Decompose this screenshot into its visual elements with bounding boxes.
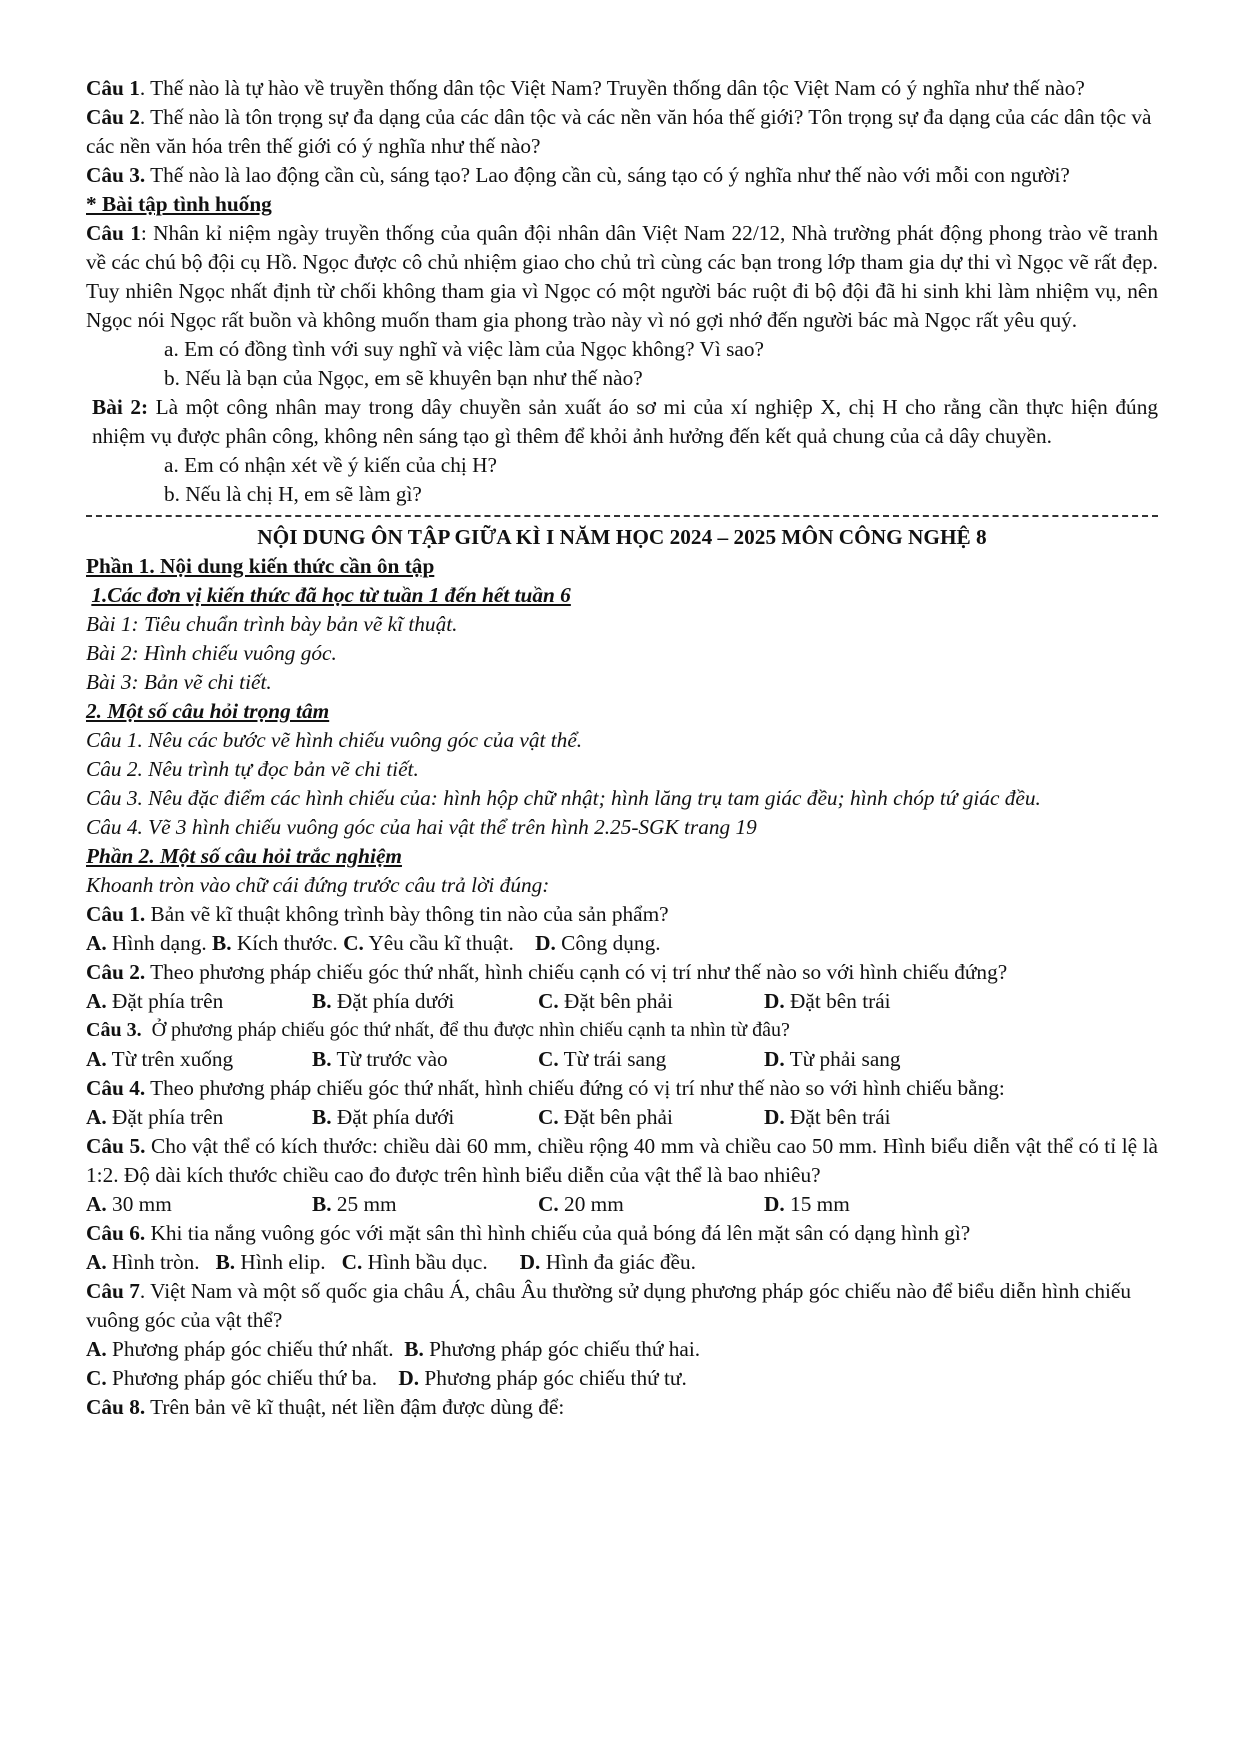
question-label: Câu 1 xyxy=(86,76,140,100)
part1-subheading-2: 2. Một số câu hỏi trọng tâm xyxy=(86,699,330,723)
situation-1-part-a: a. Em có đồng tình với suy nghĩ và việc làm của Ngọc không? Vì sao? xyxy=(164,337,764,361)
key-question: Câu 2. Nêu trình tự đọc bản vẽ chi tiết. xyxy=(86,757,419,781)
dashed-divider xyxy=(86,515,1158,517)
option-a: A. Đặt phía trên xyxy=(86,989,224,1013)
question-label: Bài 2: xyxy=(92,395,149,419)
option-c: C. Đặt bên phải xyxy=(538,989,673,1013)
option-b: B. Đặt phía dưới xyxy=(312,1105,455,1129)
lesson-item: Bài 1: Tiêu chuẩn trình bày bản vẽ kĩ thuật. xyxy=(86,612,458,636)
situation-question-2 xyxy=(86,393,1158,451)
question-label: Câu 2 xyxy=(86,105,140,129)
mcq-options-5 xyxy=(86,1190,1158,1219)
review-question-1 xyxy=(86,74,1158,103)
option-b: B. Từ trước vào xyxy=(312,1047,448,1071)
situation-question-1 xyxy=(86,219,1158,335)
question-text: . Thế nào là tự hào về truyền thống dân tộc Việt Nam? Truyền thống dân tộc Việt Nam có ý nghĩa như thế nào? xyxy=(139,76,1085,100)
question-text: Thế nào là lao động cần cù, sáng tạo? Lao động cần cù, sáng tạo có ý nghĩa như thế nào với mỗi con người? xyxy=(145,163,1070,187)
key-question: Câu 1. Nêu các bước vẽ hình chiếu vuông góc của vật thể. xyxy=(86,728,583,752)
option-d: D. Đặt bên trái xyxy=(764,1105,891,1129)
lesson-item: Bài 3: Bản vẽ chi tiết. xyxy=(86,670,272,694)
situations-heading: * Bài tập tình huống xyxy=(86,192,272,216)
option-a: A. 30 mm xyxy=(86,1192,172,1216)
mcq-question-7: Câu 7. Việt Nam và một số quốc gia châu Á, châu Âu thường sử dụng phương pháp góc chiếu nào để biểu diễn hình chiếu vuông góc của vật thể? xyxy=(86,1279,1132,1332)
mcq-options-1: A. Hình dạng. B. Kích thước. C. Yêu cầu kĩ thuật. D. Công dụng. xyxy=(86,931,661,955)
mcq-question-6: Câu 6. Khi tia nắng vuông góc với mặt sân thì hình chiếu của quả bóng đá lên mặt sân có dạng hình gì? xyxy=(86,1221,971,1245)
option-c: C. Đặt bên phải xyxy=(538,1105,673,1129)
mcq-options-6: A. Hình tròn. B. Hình elip. C. Hình bầu dục. D. Hình đa giác đều. xyxy=(86,1250,696,1274)
mcq-options-3 xyxy=(86,1045,1158,1074)
document-page xyxy=(86,74,1158,1422)
option-d: D. Đặt bên trái xyxy=(764,989,891,1013)
mcq-question-4: Câu 4. Theo phương pháp chiếu góc thứ nhất, hình chiếu đứng có vị trí như thế nào so với hình chiếu bằng: xyxy=(86,1076,1005,1100)
mcq-options-7-ab: A. Phương pháp góc chiếu thứ nhất. B. Phương pháp góc chiếu thứ hai. xyxy=(86,1337,701,1361)
part2-heading: Phần 2. Một số câu hỏi trắc nghiệm xyxy=(86,844,402,868)
option-a: A. Từ trên xuống xyxy=(86,1047,234,1071)
part2-instruction: Khoanh tròn vào chữ cái đứng trước câu trả lời đúng: xyxy=(86,873,550,897)
mcq-question-8: Câu 8. Trên bản vẽ kĩ thuật, nét liền đậm được dùng để: xyxy=(86,1395,565,1419)
key-question: Câu 3. Nêu đặc điểm các hình chiếu của: hình hộp chữ nhật; hình lăng trụ tam giác đều; hình chóp tứ giác đều. xyxy=(86,786,1041,810)
question-text: : Nhân kỉ niệm ngày truyền thống của quân đội nhân dân Việt Nam 22/12, Nhà trường phát động phong trào vẽ tranh về các chú bộ đội cụ Hồ. Ngọc được cô chủ nhiệm giao cho chủ trì cùng các bạn trong lớp tham gia dự thi vì Ngọc vẽ rất đẹp. Tuy nhiên Ngọc nhất định từ chối không tham gia vì Ngọc có một người bác ruột đi bộ đội đã hi sinh khi làm nhiệm vụ, nên Ngọc nói Ngọc rất buồn và không muốn tham gia phong trào này vì nó gợi nhớ đến người bác mà Ngọc rất yêu quý. xyxy=(86,221,1158,332)
section-title: NỘI DUNG ÔN TẬP GIỮA KÌ I NĂM HỌC 2024 – 2025 MÔN CÔNG NGHỆ 8 xyxy=(257,525,987,549)
question-text: Là một công nhân may trong dây chuyền sản xuất áo sơ mi của xí nghiệp X, chị H cho rằng cần thực hiện đúng nhiệm vụ được phân công, không nên sáng tạo gì thêm để khỏi ảnh hưởng đến kết quả chung của cả dây chuyền. xyxy=(92,395,1158,448)
option-c: C. Từ trái sang xyxy=(538,1047,667,1071)
question-text: . Thế nào là tôn trọng sự đa dạng của các dân tộc và các nền văn hóa thế giới? Tôn trọng sự đa dạng của các dân tộc và các nền văn hóa trên thế giới có ý nghĩa như thế nào? xyxy=(86,105,1152,158)
situation-2-part-b: b. Nếu là chị H, em sẽ làm gì? xyxy=(164,482,422,506)
option-a: A. Đặt phía trên xyxy=(86,1105,224,1129)
option-d: D. Từ phải sang xyxy=(764,1047,901,1071)
option-b: B. Đặt phía dưới xyxy=(312,989,455,1013)
mcq-options-2 xyxy=(86,987,1158,1016)
review-question-3 xyxy=(86,161,1158,190)
part1-heading: Phần 1. Nội dung kiến thức cần ôn tập xyxy=(86,554,435,578)
mcq-question-1: Câu 1. Bản vẽ kĩ thuật không trình bày thông tin nào của sản phẩm? xyxy=(86,902,669,926)
option-b: B. 25 mm xyxy=(312,1192,397,1216)
part1-subheading-1: 1.Các đơn vị kiến thức đã học từ tuần 1 đến hết tuần 6 xyxy=(91,583,571,607)
mcq-question-3: Câu 3. Ở phương pháp chiếu góc thứ nhất, để thu được nhìn chiếu cạnh ta nhìn từ đâu? xyxy=(86,1019,790,1041)
situation-2-part-a: a. Em có nhận xét về ý kiến của chị H? xyxy=(164,453,497,477)
review-question-2 xyxy=(86,103,1158,161)
option-d: D. 15 mm xyxy=(764,1192,850,1216)
lesson-item: Bài 2: Hình chiếu vuông góc. xyxy=(86,641,337,665)
mcq-options-4 xyxy=(86,1103,1158,1132)
question-label: Câu 1 xyxy=(86,221,141,245)
key-question: Câu 4. Vẽ 3 hình chiếu vuông góc của hai vật thể trên hình 2.25-SGK trang 19 xyxy=(86,815,757,839)
mcq-options-7-cd: C. Phương pháp góc chiếu thứ ba. D. Phương pháp góc chiếu thứ tư. xyxy=(86,1366,687,1390)
situation-1-part-b: b. Nếu là bạn của Ngọc, em sẽ khuyên bạn như thế nào? xyxy=(164,366,643,390)
option-c: C. 20 mm xyxy=(538,1192,624,1216)
mcq-question-5: Câu 5. Cho vật thể có kích thước: chiều dài 60 mm, chiều rộng 40 mm và chiều cao 50 mm. Hình biểu diễn vật thể có tỉ lệ là 1:2. Độ dài kích thước chiều cao đo được trên hình biểu diễn của vật thể là bao nhiêu? xyxy=(86,1134,1158,1187)
mcq-question-2: Câu 2. Theo phương pháp chiếu góc thứ nhất, hình chiếu cạnh có vị trí như thế nào so với hình chiếu đứng? xyxy=(86,960,1008,984)
question-label: Câu 3. xyxy=(86,163,146,187)
